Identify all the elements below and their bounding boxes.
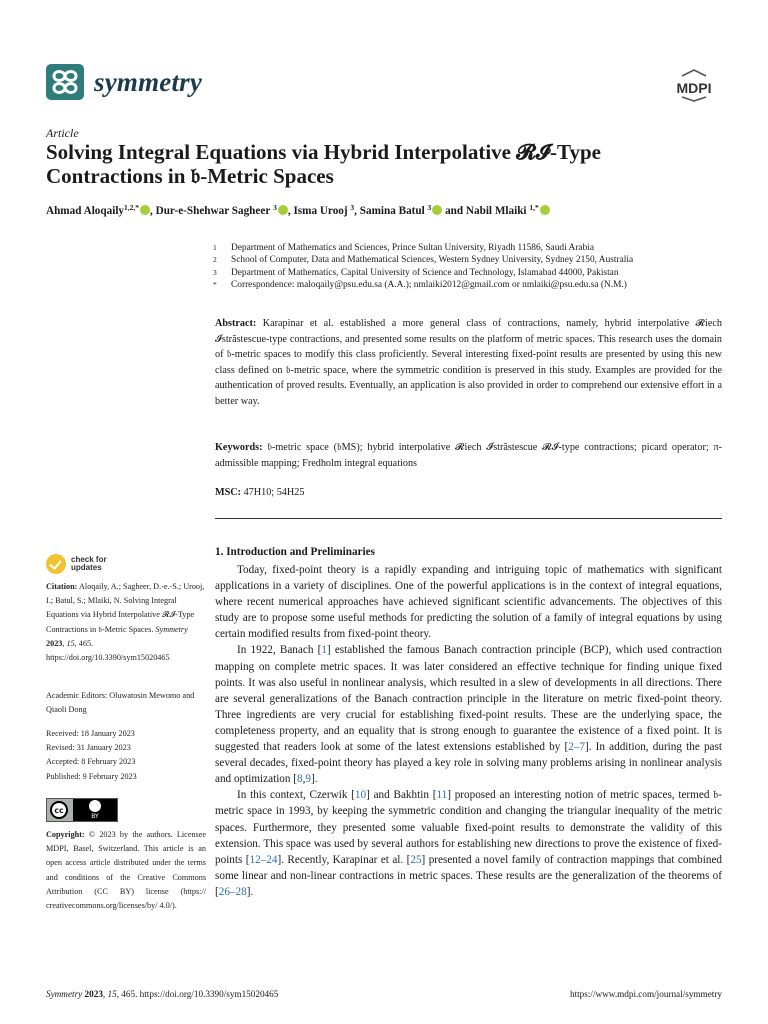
- citation-link[interactable]: 10: [354, 789, 367, 802]
- mdpi-logo-icon[interactable]: [668, 68, 720, 102]
- abstract-text: Karapinar et al. established a more general class of contractions, namely, hybrid interpolative 𝓡iech 𝓘străstescue-type contractions, and presented some results on the platform of metric spaces. This research uses the domain of 𝔟-metric spaces to modify this class proficiently. Several interesting fixed-point results are presented by using this new class defined on 𝔟-metric space, where the symmetric condition is preserved in this study. Examples are provided for the authentication of proved results. Eventually, an application is also provided in order to comprehend our extensive effort in a better way.: [215, 318, 723, 407]
- body-text: [215, 562, 722, 900]
- paragraph: In this context, Czerwik [10] and Bakhtin [11] proposed an interesting notion of metric spaces, termed 𝔟-metric space in 1993, by keeping the symmetric condition and changing the triangular inequality of the metric spaces. Furthermore, they presented some valuable fixed-point results to demonstrate the validity of this extension. This space was used by several authors for establishing new directions to prove the existence of fixed-points [12–24]. Recently, Karapinar et al. [25] presented a novel family of contraction mappings that combined some linear and non-linear contractions in metric spaces. These results are the generalization of the theorems of [26–28].: [215, 789, 723, 898]
- keywords-label: Keywords:: [215, 442, 263, 453]
- footer-journal-url[interactable]: https://www.mdpi.com/journal/symmetry: [569, 989, 722, 999]
- affiliation-text: Department of Mathematics, Capital University of Science and Technology, Islamabad 44000, Pakistan: [231, 267, 619, 278]
- date-published: Published: 9 February 2023: [46, 771, 137, 781]
- author-affil-mark: 3: [427, 203, 432, 212]
- keywords: [215, 440, 722, 471]
- cc-icon: cc: [50, 801, 68, 819]
- msc-codes: [215, 487, 304, 498]
- affiliation-mark: 1: [213, 243, 217, 252]
- date-received: Received: 18 January 2023: [46, 729, 135, 738]
- affiliation-mark: 3: [213, 267, 217, 277]
- author-name[interactable]: Dur-e-Shehwar Sagheer: [155, 205, 271, 217]
- orcid-icon[interactable]: [140, 205, 150, 215]
- affiliation-mark: 2: [213, 255, 217, 265]
- article-title: [46, 140, 726, 188]
- title-line-2: Contractions in 𝔟-Metric Spaces: [46, 164, 334, 188]
- journal-name: symmetry: [94, 66, 203, 97]
- author-name[interactable]: Ahmad Aloqaily: [46, 205, 125, 217]
- publisher-name: MDPI: [676, 80, 712, 96]
- orcid-icon[interactable]: [432, 205, 442, 215]
- author-name[interactable]: Isma Urooj: [293, 205, 348, 217]
- check-for-updates[interactable]: [46, 554, 107, 574]
- citation-year: 2023: [46, 638, 63, 648]
- msc-label: MSC:: [215, 487, 242, 498]
- page-footer: [46, 989, 722, 999]
- footer-citation[interactable]: Symmetry 2023, 15, 465. https://doi.org/10.3390/sym15020465: [46, 989, 279, 999]
- citation-doi[interactable]: , 465. https://doi.org/10.3390/sym15020465: [46, 638, 170, 663]
- author-affil-mark: 3: [350, 203, 355, 212]
- paragraph: In 1922, Banach [1] established the famous Banach contraction principle (BCP), which used contraction mapping on complete metric spaces. It was later considered an effective technique for finding unique fixed points. It was also useful in nonlinear analysis, which resulted in a slew of developments in all directions. There are several generalizations of the Banach contraction principle in the literature on metric fixed-point theory. Three ingredients are very crucial for establishing fixed-point results. These are the underlying space, the completeness property, and an equality that is strong enough to guarantee the existence of a fixed point. It is suggested that readers look at some of the latest extensions established by [2–7]. In addition, during the past several decades, fixed-point theory has played a key role in solving many problems arising in nonlinear analysis and optimization [8,9].: [215, 644, 723, 786]
- citation-link[interactable]: 1: [321, 644, 327, 657]
- by-icon: [73, 799, 117, 821]
- citation-journal: Symmetry: [155, 624, 188, 634]
- correspondence-text: Correspondence: maloqaily@psu.edu.sa (A.A.); nmlaiki2012@gmail.com or nmlaiki@psu.edu.sa (N.M.): [231, 280, 627, 291]
- section-heading: 1. Introduction and Preliminaries: [215, 546, 375, 558]
- date-revised: Revised: 31 January 2023: [46, 743, 131, 753]
- attribution-person-icon: [89, 800, 101, 812]
- citation: Citation: Aloqaily, A.; Sagheer, D.-e.-S.; Urooj, I.; Batul, S.; Mlaiki, N. Solving Integral Equations via Hybrid Interpolative 𝓡𝓘-Type Contractions in 𝔟-Metric Spaces. Symmetry 2023, 15, 465. https://doi.org/10.3390/sym15020465: [46, 582, 205, 663]
- keywords-text: 𝔟-metric space (𝔟MS); hybrid interpolative 𝓡iech 𝓘străstescue 𝓡𝓘-type contractions; picard operator; π-admissible mapping; Fredholm integral equations: [215, 442, 722, 469]
- citation-label: Citation:: [46, 582, 78, 591]
- symmetry-logo-icon: [46, 64, 84, 100]
- affiliations: [213, 242, 723, 292]
- check-updates-line1: check for: [71, 554, 107, 564]
- affiliation-mark: *: [213, 280, 217, 290]
- affiliation-row: [213, 242, 723, 254]
- citation-link[interactable]: 25: [410, 853, 422, 866]
- citation-link[interactable]: 8: [297, 773, 303, 786]
- author-name[interactable]: Nabil Mlaiki: [465, 205, 527, 217]
- copyright: [46, 828, 206, 913]
- check-updates-line2: updates: [71, 563, 102, 572]
- check-icon: [46, 554, 66, 574]
- affiliation-text: School of Computer, Data and Mathematical Sciences, Western Sydney University, Sydney 2150, Australia: [231, 255, 634, 266]
- title-line-1: Solving Integral Equations via Hybrid Interpolative 𝓡𝓘-Type: [46, 140, 601, 164]
- section-divider: [215, 518, 722, 519]
- affiliation-text: Department of Mathematics and Sciences, Prince Sultan University, Riyadh 11586, Saudi Arabia: [231, 243, 595, 253]
- by-label: BY: [91, 813, 99, 820]
- citation-link[interactable]: 2–7: [568, 741, 585, 754]
- citation-link[interactable]: 26–28: [218, 885, 247, 898]
- author-name[interactable]: Samina Batul: [359, 205, 425, 217]
- journal-brand[interactable]: [46, 62, 202, 102]
- author-affil-mark: 1,*: [529, 203, 539, 212]
- academic-editors: Academic Editors: Oluwatosin Mewomo and Qiaoli Dong: [46, 691, 195, 715]
- cc-by-license-badge[interactable]: [46, 798, 118, 822]
- citation-text: Aloqaily, A.; Sagheer, D.-e.-S.; Urooj, I.; Batul, S.; Mlaiki, N. Solving Integral Equations via Hybrid Interpolative 𝓡𝓘-Type Contractions in 𝔟-Metric Spaces.: [46, 582, 205, 634]
- author-affil-mark: 3: [273, 203, 277, 212]
- affiliation-row: [213, 254, 723, 266]
- correspondence-row[interactable]: [213, 279, 723, 291]
- citation-link[interactable]: 11: [436, 789, 448, 802]
- citation-link[interactable]: 12–24: [249, 853, 278, 866]
- affiliation-row: [213, 267, 723, 279]
- publication-dates: [46, 727, 206, 784]
- date-accepted: Accepted: 8 February 2023: [46, 757, 136, 767]
- orcid-icon[interactable]: [278, 205, 288, 215]
- paragraph: Today, fixed-point theory is a rapidly expanding and intriguing topic of mathematics with significant applications in a variety of disciplines. One of the powerful applications is in the context of integral equations, where recent numerical approaches have achieved significant scientific advancements. The objectives of this study are to propose some useful methods for predicting the solution of a family of integral equations by using certain modified results from fixed-point theory.: [215, 564, 722, 641]
- abstract: [215, 316, 722, 410]
- orcid-icon[interactable]: [540, 205, 550, 215]
- copyright-label: Copyright:: [46, 830, 85, 839]
- citation-link[interactable]: 9: [305, 773, 312, 786]
- msc-text: 47H10; 54H25: [243, 487, 305, 498]
- author-affil-mark: 1,2,*: [124, 203, 140, 212]
- citation-volume: 15: [66, 638, 75, 648]
- author-list: Ahmad Aloqaily$^{1,2,*}$ , Dur-e-Shehwar Sagheer $^3$ , Isma Urooj $^3$, Samina Batul $^3$ and Nabil Mlaiki $^{1,*}$: [46, 203, 550, 217]
- copyright-text: © 2023 by the authors. Licensee MDPI, Basel, Switzerland. This article is an open access article distributed under the terms and conditions of the Creative Commons Attribution (CC BY) license (https:// creativecommons.org/licenses/by/ 4.0/).: [46, 830, 206, 911]
- abstract-label: Abstract:: [215, 318, 257, 329]
- article-type: Article: [46, 126, 79, 140]
